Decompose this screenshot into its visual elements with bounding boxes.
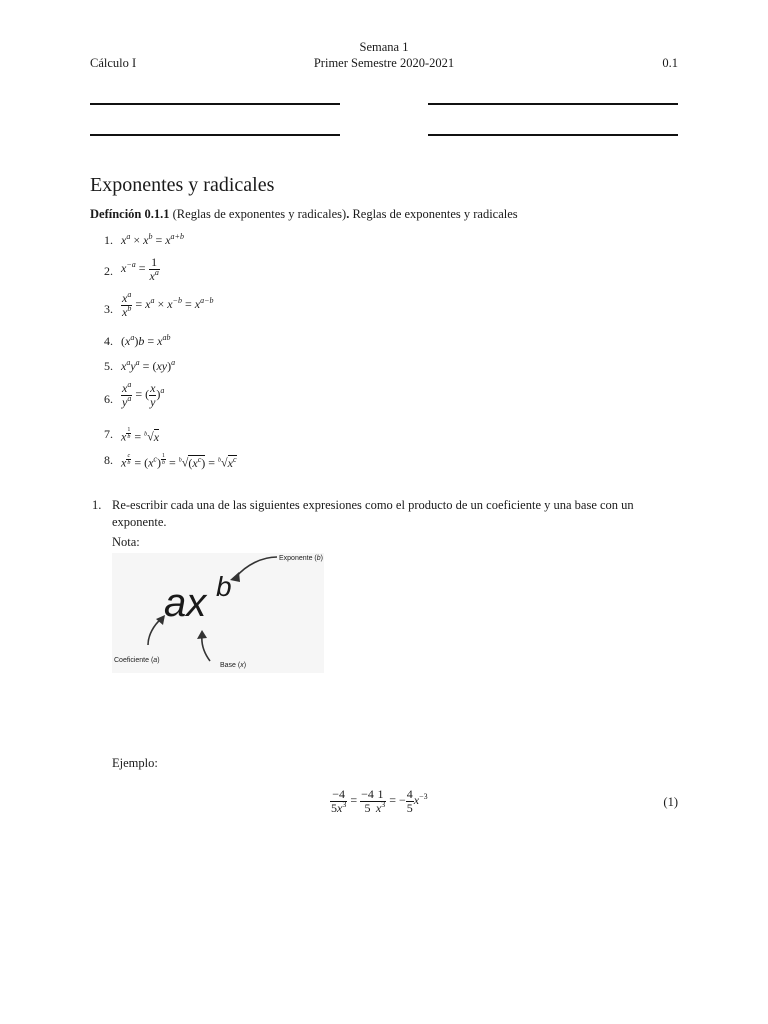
equation-number: (1) [663, 795, 678, 809]
rule-3-formula: $\frac{x^a}{x^b}$ = $x^a \times x^{-b} = x^{a-b}$ [122, 290, 214, 319]
blank-line-1 [90, 103, 340, 105]
definition [90, 207, 518, 222]
rule-1-formula: $x^a \times x^b = x^{a+b}$ [121, 232, 184, 247]
definition-text: Reglas de exponentes y radicales [352, 207, 518, 221]
rule-4-formula: $(x^a)b = x^{ab}$ [121, 333, 171, 348]
question-line-1: Re-escribir cada una de las siguientes expresiones como el producto de un coeficiente y una base con un [112, 498, 634, 512]
main-expression: ax [164, 581, 207, 625]
example-equation: $\frac{-4}{5x^3}$ = $\frac{-4}{5}$ $\frac{1}{x^3}$ = − $\frac{4}{5}$ $x^{-3}$ [331, 787, 428, 815]
section-title: Exponentes y radicales [90, 174, 275, 196]
rule-5-formula: $x^ay^a = (xy)^a$ [121, 358, 176, 373]
rule-number: 3. [104, 302, 113, 316]
rule-7-formula: x $^{\frac{1}{b}}$ = $^b$√x [121, 427, 160, 444]
rule-number: 8. [104, 453, 113, 467]
question-line-2: exponente. [112, 515, 167, 529]
question-text [112, 497, 692, 531]
rule-number: 6. [104, 392, 113, 406]
example-label: Ejemplo: [112, 756, 158, 770]
notation-figure [112, 553, 324, 673]
header-course: Cálculo I [90, 56, 137, 70]
rule-number: 7. [104, 427, 113, 441]
main-exponent: b [216, 571, 232, 602]
exponent-label: Exponente (b) [279, 555, 323, 562]
base-label: Base (x) [220, 662, 247, 669]
definition-paren: (Reglas de exponentes y radicales) [172, 207, 347, 221]
nota-label: Nota: [112, 535, 140, 549]
blank-line-4 [428, 134, 678, 136]
rule-number: 5. [104, 359, 113, 373]
rule-2-formula: $x^{-a}$ = $\frac{1}{x^a}$ [121, 255, 159, 283]
header-semester: Primer Semestre 2020-2021 [313, 56, 455, 70]
coefficient-label: Coeficiente (a) [114, 657, 160, 664]
rule-number: 2. [104, 264, 113, 278]
rule-6-formula: $\frac{x^a}{y^a}$ = ( $\frac{x}{y}$ )$^a$ [122, 380, 165, 409]
header-number: 0.1 [662, 56, 678, 70]
rule-number: 1. [104, 233, 113, 247]
rule-8-formula: x $^{\frac{c}{b}}$ = $(x^c)$ $^{\frac{1}{b}}$ = $^b√(x^c) = ^b√x^c$ [121, 453, 237, 470]
blank-line-2 [428, 103, 678, 105]
definition-dot: . [346, 207, 350, 221]
header-week: Semana 1 [359, 40, 409, 54]
rule-number: 4. [104, 334, 113, 348]
question-number: 1. [92, 498, 102, 512]
blank-line-3 [90, 134, 340, 136]
definition-label: Defínción 0.1.1 [90, 207, 170, 221]
